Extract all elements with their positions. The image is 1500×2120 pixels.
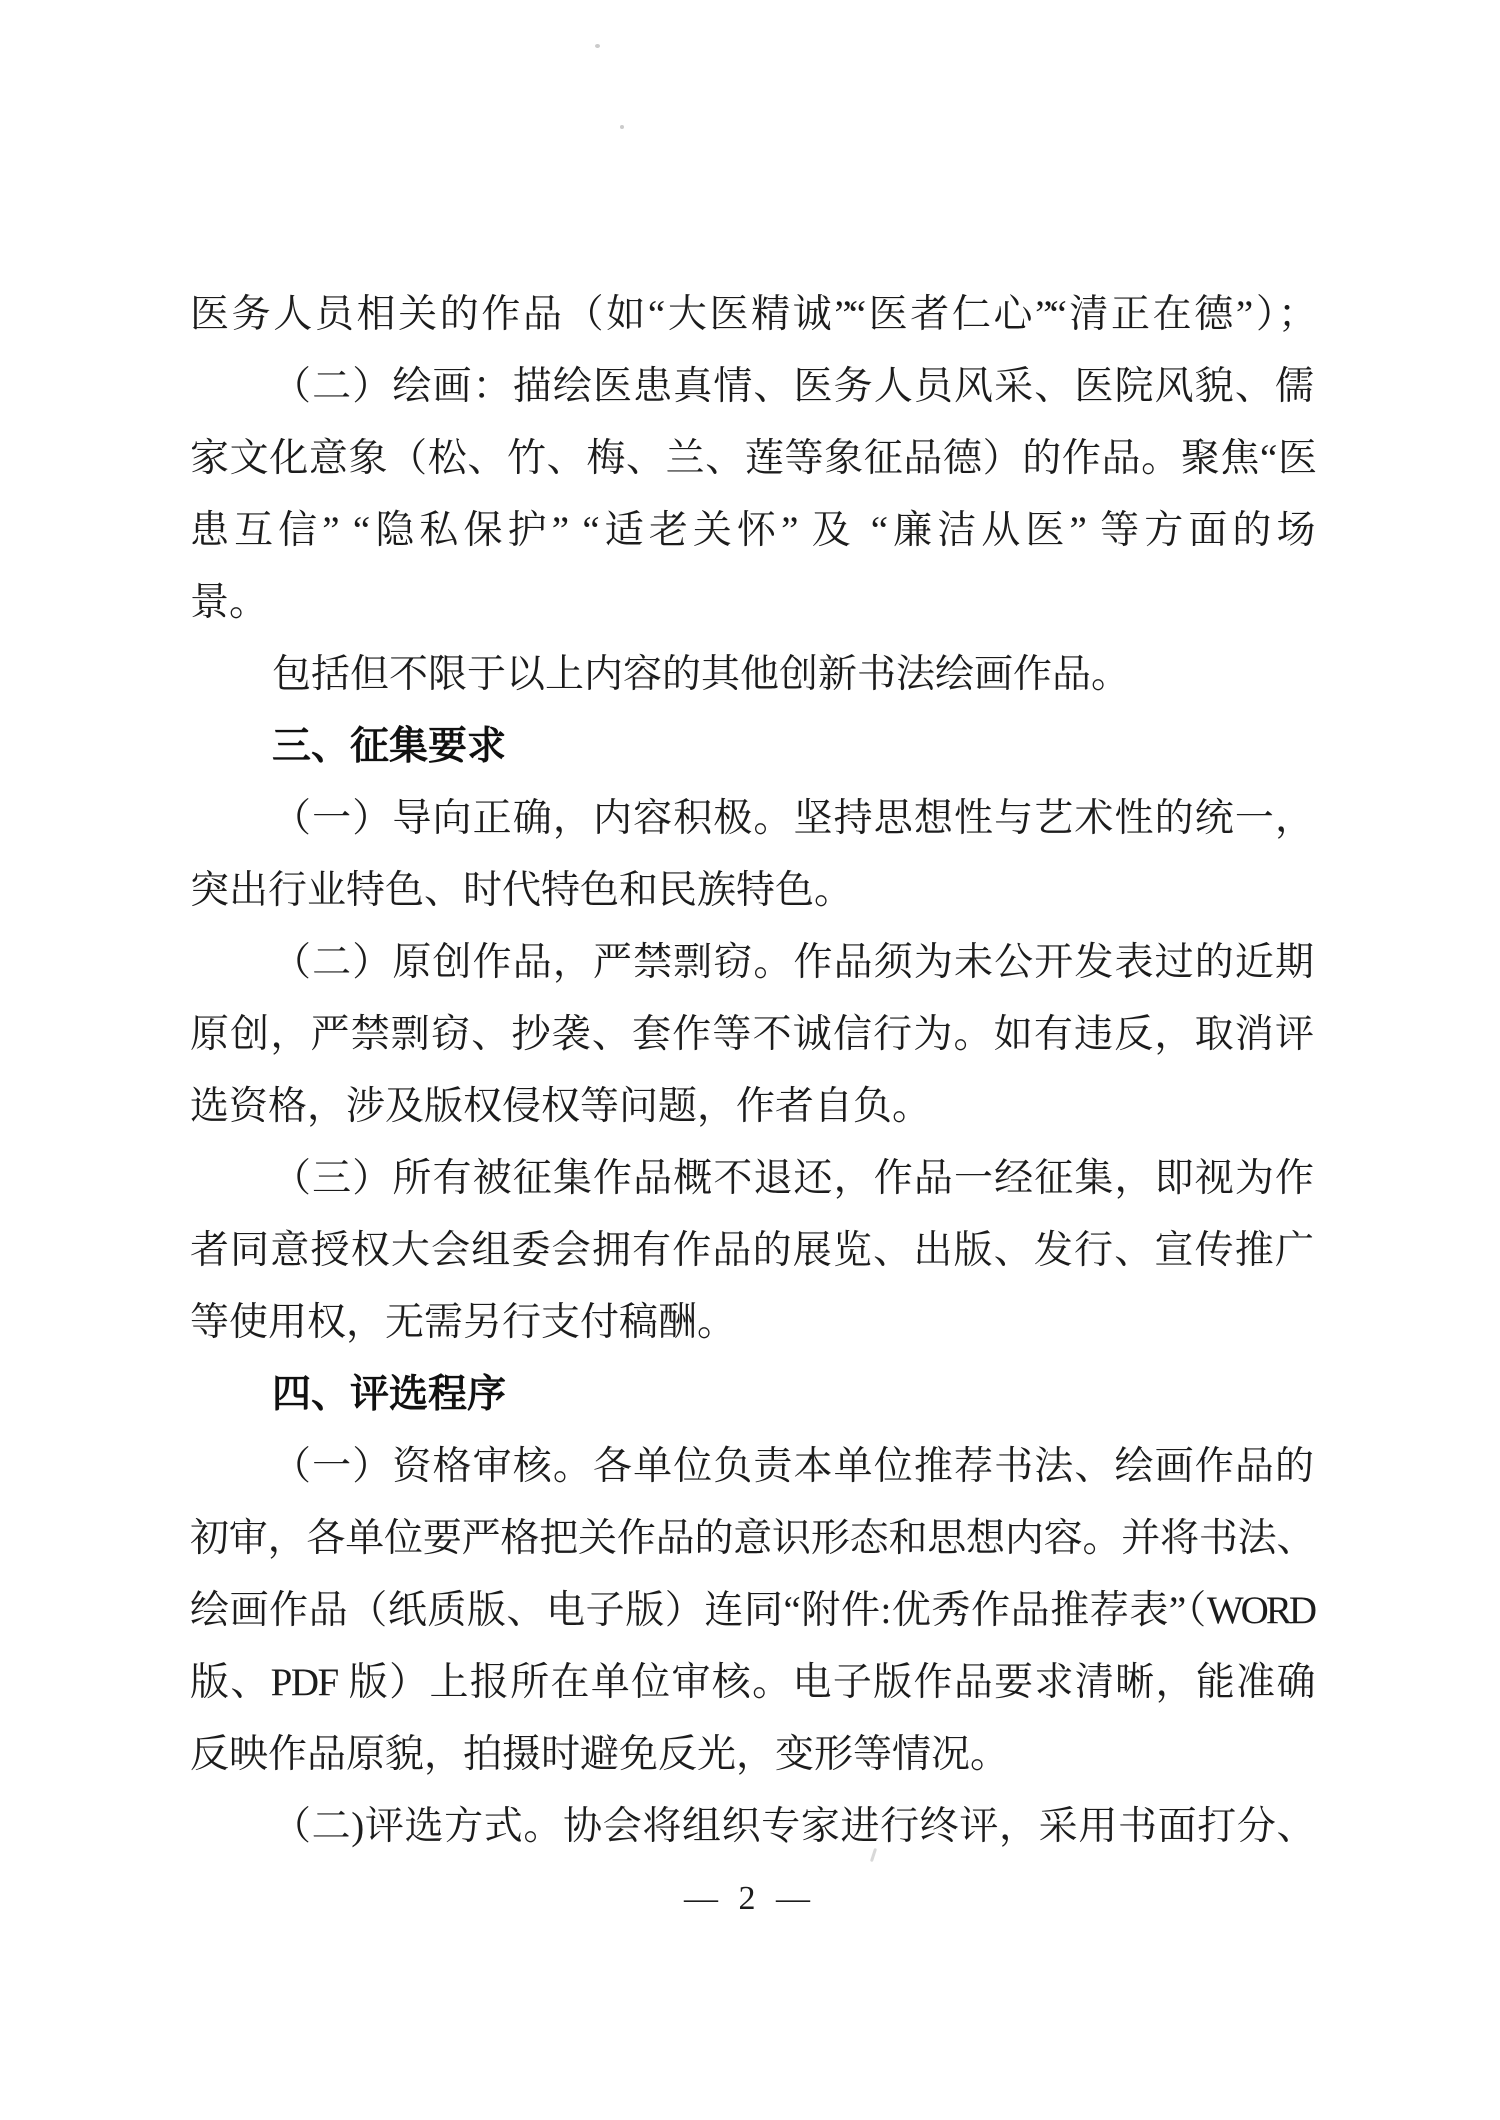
body-line: 包括但不限于以上内容的其他创新书法绘画作品。 <box>272 653 1131 696</box>
body-line: 等使用权，无需另行支付稿酬。 <box>190 1301 737 1344</box>
body-line: （三）所有被征集作品概不退还，作品一经征集，即视为作 <box>272 1157 1314 1200</box>
body-line: 景。 <box>190 581 269 624</box>
body-line: 家文化意象（松、竹、梅、兰、莲等象征品德）的作品。聚焦“医 <box>190 437 1314 480</box>
body-line: 患互信” “隐私保护” “适老关怀” 及 “廉洁从医” 等方面的场 <box>190 509 1314 552</box>
body-line: 医务人员相关的作品（如“大医精诚”“医者仁心”“清正在德”）； <box>190 293 1314 336</box>
body-line: 突出行业特色、时代特色和民族特色。 <box>190 869 854 912</box>
document-body <box>190 279 1314 1863</box>
scan-speck <box>595 44 600 48</box>
scan-speck <box>620 125 624 129</box>
body-line: （二）绘画：描绘医患真情、医务人员风采、医院风貌、儒 <box>272 365 1314 408</box>
body-line: 反映作品原貌，拍摄时避免反光，变形等情况。 <box>190 1733 1010 1776</box>
body-line: （一）导向正确，内容积极。坚持思想性与艺术性的统一， <box>272 797 1314 840</box>
section-heading: 四、评选程序 <box>272 1372 507 1417</box>
body-line: （二)评选方式。协会将组织专家进行终评，采用书面打分、 <box>272 1805 1314 1848</box>
body-line: 选资格，涉及版权侵权等问题，作者自负。 <box>190 1085 932 1128</box>
body-line: （二）原创作品，严禁剽窃。作品须为未公开发表过的近期 <box>272 941 1314 984</box>
section-heading: 三、征集要求 <box>272 724 507 769</box>
body-line: 者同意授权大会组委会拥有作品的展览、出版、发行、宣传推广 <box>190 1229 1314 1272</box>
page-number: — 2 — <box>684 1880 816 1917</box>
body-line: （一）资格审核。各单位负责本单位推荐书法、绘画作品的 <box>272 1445 1314 1488</box>
body-line: 版、PDF 版）上报所在单位审核。电子版作品要求清晰，能准确 <box>190 1661 1314 1704</box>
body-line: 原创，严禁剽窃、抄袭、套作等不诚信行为。如有违反，取消评 <box>190 1013 1314 1056</box>
body-line: 绘画作品（纸质版、电子版）连同“附件:优秀作品推荐表”（WORD <box>190 1589 1314 1632</box>
body-line: 初审，各单位要严格把关作品的意识形态和思想内容。并将书法、 <box>190 1517 1314 1560</box>
